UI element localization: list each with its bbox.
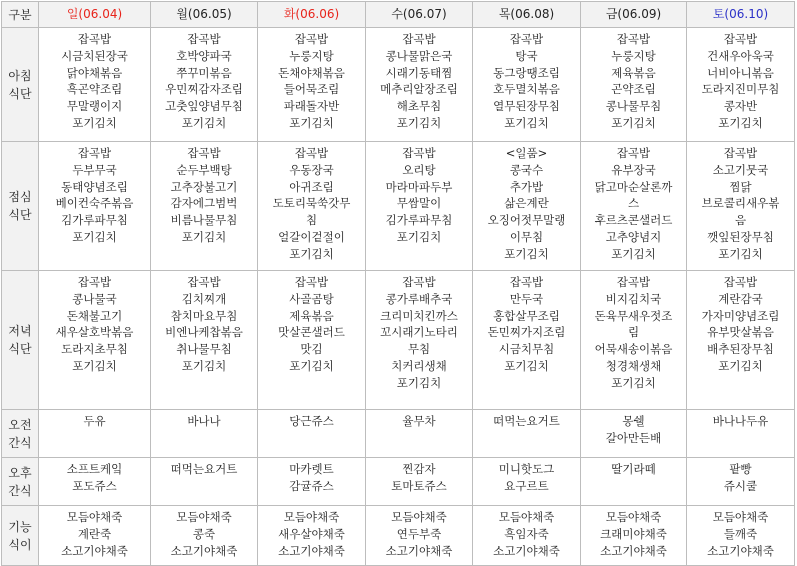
menu-cell [581,506,687,566]
menu-cell [151,410,258,458]
menu-item: 소고기뭇국 [712,162,769,177]
menu-item: 포기김치 [289,246,334,261]
menu-cell [473,271,581,410]
menu-item: 두유 [83,414,106,428]
menu-item: 제육볶음 [611,65,656,80]
menu-item: 김치찌개 [181,291,227,306]
menu-item: 잡곡밥 [294,32,329,46]
day-header-tue: 화(06.06) [258,2,366,28]
menu-item: 모듬야채죽 [283,510,340,524]
menu-cell [366,410,473,458]
menu-item: 호두멸치볶음 [493,82,560,97]
menu-cell [366,271,473,410]
menu-item: 잡곡밥 [294,275,329,289]
day-header-mon: 월(06.05) [151,2,258,28]
menu-item: 닭고마순살론까 [594,179,673,194]
menu-item: 소고기야채죽 [278,543,345,558]
menu-item: 맛김 [300,342,323,357]
day-header-fri: 금(06.09) [581,2,687,28]
menu-cell [39,410,151,458]
row-label-special [2,506,39,566]
menu-item: 콩나물맑은국 [385,48,453,63]
menu-cell [39,458,151,506]
menu-cell [258,458,366,506]
menu-item: 아귀조림 [289,179,334,194]
menu-item: 오징어젓무말랭 [487,213,566,228]
menu-item: 콩나물무침 [605,99,662,114]
menu-item: <일품> [505,146,548,160]
menu-cell [39,271,151,410]
menu-item: 떠먹는요거트 [170,462,238,476]
menu-item: 잡곡밥 [77,32,112,46]
meal-row-snack-am [2,410,795,458]
menu-cell [687,410,795,458]
menu-item: 메추리알장조림 [380,82,458,97]
row-label-dinner [2,271,39,410]
menu-item: 순두부백탕 [176,162,232,177]
menu-item: 침 [305,213,318,228]
menu-item: 너비아니볶음 [707,65,774,80]
menu-item: 잡곡밥 [402,146,436,160]
menu-item: 호박양파국 [176,48,232,63]
menu-item: 찜닭 [729,179,752,194]
menu-item: 계란감국 [718,291,763,306]
menu-cell [687,28,795,142]
menu-item: 우민찌감자조림 [165,82,243,97]
menu-item: 쥬시쿨 [723,478,758,493]
day-header-wed: 수(06.07) [366,2,473,28]
menu-item: 토마토쥬스 [391,478,447,493]
menu-cell [258,410,366,458]
menu-item: 잡곡밥 [509,275,544,289]
menu-item: 곤약조림 [611,82,656,97]
menu-cell [258,28,366,142]
menu-item: 크래미야채죽 [600,526,667,541]
menu-item: 쭈꾸미볶음 [176,65,232,80]
header-corner-label: 구분 [2,2,39,28]
menu-item: 동그랑땡조림 [493,65,560,80]
menu-cell [258,271,366,410]
menu-cell [366,28,473,142]
row-label-snack-pm [2,458,39,506]
menu-item: 콩나물국 [72,291,117,306]
menu-item: 닭야채볶음 [66,65,123,80]
menu-item: 꼬시래기노타리 [380,325,458,340]
row-label-line: 기능 [8,519,32,534]
menu-item: 소고기야채죽 [385,543,453,558]
menu-item: 포기김치 [181,115,227,130]
row-label-lunch [2,142,39,271]
menu-item: 소고기야채죽 [707,543,774,558]
meal-row-special [2,506,795,566]
menu-item: 포기김치 [289,358,334,373]
menu-cell [581,410,687,458]
menu-cell [687,458,795,506]
row-label-line: 식단 [8,208,32,222]
menu-item: 브로콜리새우볶 [701,196,780,211]
menu-item: 포기김치 [72,115,117,130]
row-label-line: 아침 [8,68,32,83]
menu-item: 포기김치 [718,246,763,261]
menu-item: 유부장국 [611,162,656,177]
menu-item: 포기김치 [181,358,227,373]
menu-item: 참치마요무침 [170,308,238,323]
menu-item: 흑임자죽 [504,526,549,541]
menu-item: 누룽지탕 [611,48,656,63]
row-label-snack-am [2,410,39,458]
menu-item: 잡곡밥 [402,275,436,289]
menu-item: 딸기라떼 [611,462,656,476]
menu-cell [258,142,366,271]
menu-item: 베이컨숙주볶음 [55,196,134,211]
menu-cell [687,142,795,271]
menu-cell [473,506,581,566]
menu-item: 돈채야채볶음 [278,65,345,80]
menu-item: 홍합살무조림 [493,308,560,323]
menu-item: 율무차 [402,414,436,428]
menu-item: 모듬야채죽 [498,510,555,524]
day-header-thu: 목(06.08) [473,2,581,28]
menu-cell [581,458,687,506]
menu-item: 모듬야채죽 [66,510,123,524]
menu-cell [473,142,581,271]
menu-cell [151,458,258,506]
menu-item: 무말랭이지 [66,99,123,114]
menu-item: 고추장불고기 [170,179,238,194]
menu-item: 콩자반 [723,99,758,114]
menu-item: 감자에그범벅 [170,196,238,211]
menu-cell [39,506,151,566]
menu-item: 도라지초무침 [61,342,128,357]
menu-item: 새우살야채죽 [278,526,345,541]
menu-item: 크리미치킨까스 [380,308,458,323]
menu-item: 비름나물무침 [170,213,238,228]
menu-item: 포기김치 [718,115,763,130]
menu-cell [151,271,258,410]
day-header-sun: 일(06.04) [39,2,151,28]
menu-item: 추가밥 [509,179,544,194]
menu-item: 포기김치 [396,229,442,244]
menu-item: 포기김치 [396,375,442,390]
menu-item: 잡곡밥 [294,146,329,160]
menu-item: 모듬야채죽 [605,510,662,524]
menu-item: 들깨죽 [723,526,758,541]
menu-item: 바나나두유 [712,414,769,428]
menu-cell [581,28,687,142]
menu-item: 포기김치 [504,246,549,261]
menu-cell [473,458,581,506]
menu-cell [473,410,581,458]
menu-item: 해초무침 [396,99,442,114]
menu-item: 잡곡밥 [616,146,651,160]
menu-item: 팥빵 [729,462,752,476]
menu-item: 포기김치 [504,358,549,373]
menu-cell [473,28,581,142]
menu-item: 포기김치 [396,115,442,130]
menu-item: 잡곡밥 [723,32,758,46]
menu-item: 무쌈말이 [396,196,442,211]
menu-item: 무침 [407,342,431,357]
row-label-breakfast [2,28,39,142]
menu-item: 요구르트 [504,478,549,493]
menu-item: 잡곡밥 [723,275,758,289]
menu-item: 깻잎된장무침 [707,229,774,244]
menu-item: 맛살콘샐러드 [278,325,345,340]
menu-item: 콩가루배추국 [385,291,453,306]
menu-item: 어묵새송이볶음 [594,342,673,357]
menu-item: 잡곡밥 [77,275,112,289]
menu-item: 동태양념조림 [61,179,128,194]
menu-item: 포도쥬스 [72,478,117,493]
menu-cell [581,271,687,410]
menu-item: 가자미양념조림 [701,308,780,323]
row-label-line: 저녁 [8,324,32,338]
menu-item: 소프트케잌 [66,462,123,476]
menu-item: 포기김치 [72,358,117,373]
menu-item: 탕국 [515,48,538,63]
menu-cell [258,506,366,566]
menu-cell [151,28,258,142]
menu-item: 삶은계란 [504,196,549,211]
menu-item: 잡곡밥 [723,146,758,160]
meal-row-dinner [2,271,795,410]
menu-item: 연두부죽 [396,526,442,541]
menu-item: 김가루파무침 [385,213,453,228]
menu-item: 비지김치국 [605,291,662,306]
menu-item: 소고기야채죽 [61,543,128,558]
menu-item: 포기김치 [611,115,656,130]
menu-item: 도토리묵쑥갓무 [272,196,351,211]
weekly-menu-table [1,1,795,566]
menu-item: 포기김치 [718,358,763,373]
menu-item: 계란죽 [77,526,112,541]
menu-item: 도라지진미무침 [701,82,780,97]
menu-item: 포기김치 [181,229,227,244]
menu-item: 돈육무새우젓조 [594,308,673,323]
menu-item: 두부무국 [72,162,117,177]
meal-row-snack-pm [2,458,795,506]
menu-item: 바나나 [187,414,221,428]
menu-cell [151,506,258,566]
menu-item: 떠먹는요거트 [493,414,560,428]
menu-cell [366,506,473,566]
menu-item: 음 [734,213,747,228]
menu-item: 마라마파두부 [385,179,453,194]
menu-item: 시래기동태찜 [385,65,453,80]
meal-row-lunch [2,142,795,271]
row-label-line: 간식 [8,483,32,498]
menu-item: 청경채생채 [605,358,662,373]
menu-item: 잡곡밥 [509,32,544,46]
menu-item: 소고기야채죽 [600,543,667,558]
menu-item: 찐감자 [402,462,436,476]
menu-item: 만두국 [509,291,544,306]
menu-item: 배추된장무침 [707,342,774,357]
menu-item: 돈채불고기 [66,308,123,323]
menu-item: 콩죽 [192,526,216,541]
menu-item: 모듬야채죽 [176,510,232,524]
menu-item: 포기김치 [289,115,334,130]
menu-item: 제육볶음 [289,308,334,323]
menu-item: 열무된장무침 [493,99,560,114]
menu-cell [366,458,473,506]
menu-item: 모듬야채죽 [712,510,769,524]
menu-cell [151,142,258,271]
menu-item: 얼갈이겉절이 [278,229,345,244]
menu-item: 포기김치 [72,229,117,244]
menu-item: 사골곰탕 [289,291,334,306]
menu-item: 잡곡밥 [187,275,221,289]
day-header-sat: 토(06.10) [687,2,795,28]
menu-item: 파래돌자반 [283,99,340,114]
menu-item: 들어묵조림 [283,82,340,97]
menu-item: 잡곡밥 [77,146,112,160]
menu-item: 오리탕 [402,162,436,177]
menu-item: 콩국수 [509,162,544,177]
menu-cell [687,271,795,410]
row-label-line: 오후 [8,465,32,480]
menu-item: 미니핫도그 [498,462,555,476]
menu-cell [687,506,795,566]
menu-item: 포기김치 [504,115,549,130]
menu-item: 우동장국 [289,162,334,177]
menu-item: 취나물무침 [176,342,232,357]
row-label-line: 식단 [8,86,32,101]
menu-cell [39,28,151,142]
menu-item: 흑곤약조림 [66,82,123,97]
menu-item: 스 [627,196,640,211]
menu-item: 몽쉘 [622,414,645,428]
menu-item: 새우살호박볶음 [55,325,134,340]
menu-item: 치커리생채 [391,358,447,373]
menu-item: 유부맛살볶음 [707,325,774,340]
row-label-line: 식이 [8,537,32,552]
menu-item: 후르츠콘샐러드 [594,213,673,228]
menu-item: 고춧잎양념무침 [165,99,243,114]
menu-item: 잡곡밥 [616,32,651,46]
menu-item: 림 [627,325,640,340]
menu-item: 잡곡밥 [187,32,221,46]
menu-item: 소고기야채죽 [493,543,560,558]
menu-item: 마카렛트 [289,462,334,476]
menu-cell [581,142,687,271]
menu-item: 포기김치 [611,246,656,261]
menu-item: 잡곡밥 [402,32,436,46]
menu-item: 시금치무침 [498,342,555,357]
menu-item: 감귤쥬스 [289,478,334,493]
row-label-line: 점심 [8,190,32,204]
header-row [2,2,795,28]
menu-item: 소고기야채죽 [170,543,238,558]
menu-item: 모듬야채죽 [391,510,447,524]
menu-item: 이무침 [509,229,544,244]
menu-item: 돈민찌가지조림 [487,325,566,340]
menu-item: 시금치된장국 [61,48,128,63]
menu-item: 비엔나케찹볶음 [165,325,243,340]
menu-item: 포기김치 [611,375,656,390]
menu-body [2,28,795,566]
menu-cell [39,142,151,271]
row-label-line: 간식 [8,435,32,450]
menu-item: 당근쥬스 [289,414,334,428]
menu-item: 고추양념지 [605,229,662,244]
meal-row-breakfast [2,28,795,142]
menu-item: 건새우아욱국 [707,48,774,63]
menu-item: 누룽지탕 [289,48,334,63]
row-label-line: 식단 [8,342,32,356]
menu-cell [366,142,473,271]
menu-item: 갈아만든배 [605,430,662,445]
menu-item: 잡곡밥 [187,146,221,160]
menu-item: 잡곡밥 [616,275,651,289]
row-label-line: 오전 [8,417,32,432]
menu-item: 김가루파무침 [61,213,128,228]
